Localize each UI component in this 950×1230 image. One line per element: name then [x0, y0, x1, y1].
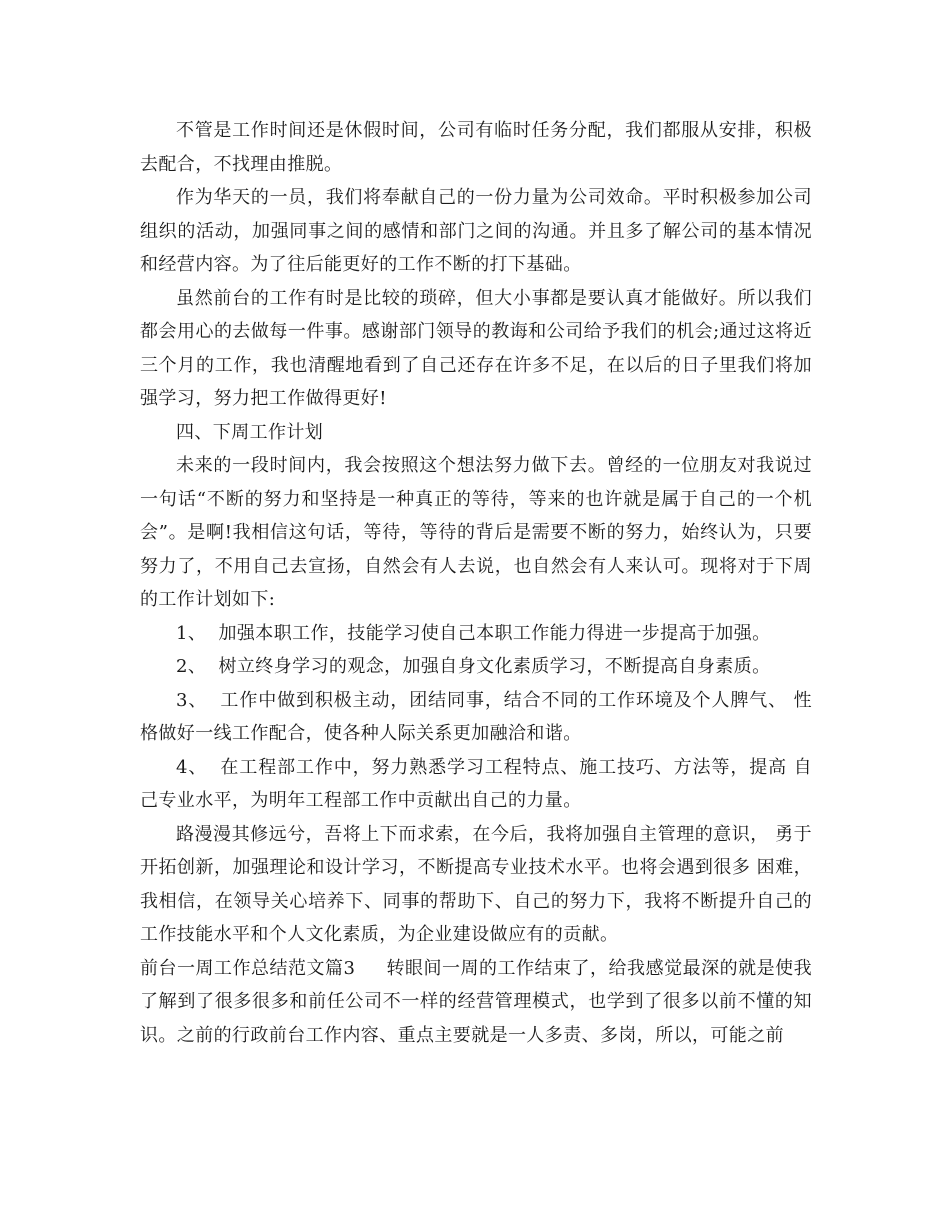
section-heading-next-week-plan: 四、下周工作计划	[176, 421, 324, 443]
document-body	[140, 114, 812, 1052]
paragraph-duty-compliance: 不管是工作时间还是休假时间，公司有临时任务分配，我们都服从安排，积极去配合，不找理由推脱。	[140, 120, 812, 175]
paragraph-plan-intro: 未来的一段时间内，我会按照这个想法努力做下去。曾经的一位朋友对我说过一句话“不断的努力和坚持是一种真正的等待，等来的也许就是属于自己的一个机会”。是啊!我相信这句话，等待，等待的背后是需要不断的努力，始终认为，只要努力了，不用自己去宣扬，自然会有人去说，也自然会有人来认可。现将对于下周的工作计划如下:	[140, 455, 812, 610]
paragraph-front-desk-reflection: 虽然前台的工作有时是比较的琐碎，但大小事都是要认真才能做好。所以我们都会用心的去做每一件事。感谢部门领导的教诲和公司给予我们的机会;通过这将近三个月的工作，我也清醒地看到了自己还存在许多不足，在以后的日子里我们将加强学习，努力把工作做得更好!	[140, 287, 812, 409]
plan-item-4: 4、 在工程部工作中，努力熟悉学习工程特点、施工技巧、方法等，提高 自己专业水平，为明年工程部工作中贡献出自己的力量。	[140, 756, 812, 811]
paragraph-company-member: 作为华天的一员，我们将奉献自己的一份力量为公司效命。平时积极参加公司组织的活动，加强同事之间的感情和部门之间的沟通。并且多了解公司的基本情况和经营内容。为了往后能更好的工作不断的打下基础。	[140, 187, 812, 275]
plan-item-1: 1、 加强本职工作，技能学习使自己本职工作能力得进一步提高于加强。	[176, 622, 771, 644]
plan-item-2: 2、 树立终身学习的观念，加强自身文化素质学习，不断提高自身素质。	[176, 656, 771, 677]
paragraph-article-3-start: 前台一周工作总结范文篇3 转眼间一周的工作结束了，给我感觉最深的就是使我了解到了很多很多和前任公司不一样的经营管理模式，也学到了很多以前不懂的知识。之前的行政前台工作内容、重点主要就是一人多责、多岗，所以，可能之前	[140, 957, 812, 1046]
paragraph-closing: 路漫漫其修远兮，吾将上下而求索，在今后，我将加强自主管理的意识， 勇于开拓创新，加强理论和设计学习，不断提高专业技术水平。也将会遇到很多 困难，我相信，在领导关心培养下、同事的帮助下、自己的努力下，我将不断提升自己的工作技能水平和个人文化素质，为企业建设做应有的贡献。	[140, 823, 812, 945]
plan-item-3: 3、 工作中做到积极主动，团结同事，结合不同的工作环境及个人脾气、 性格做好一线工作配合，使各种人际关系更加融洽和谐。	[140, 689, 812, 744]
